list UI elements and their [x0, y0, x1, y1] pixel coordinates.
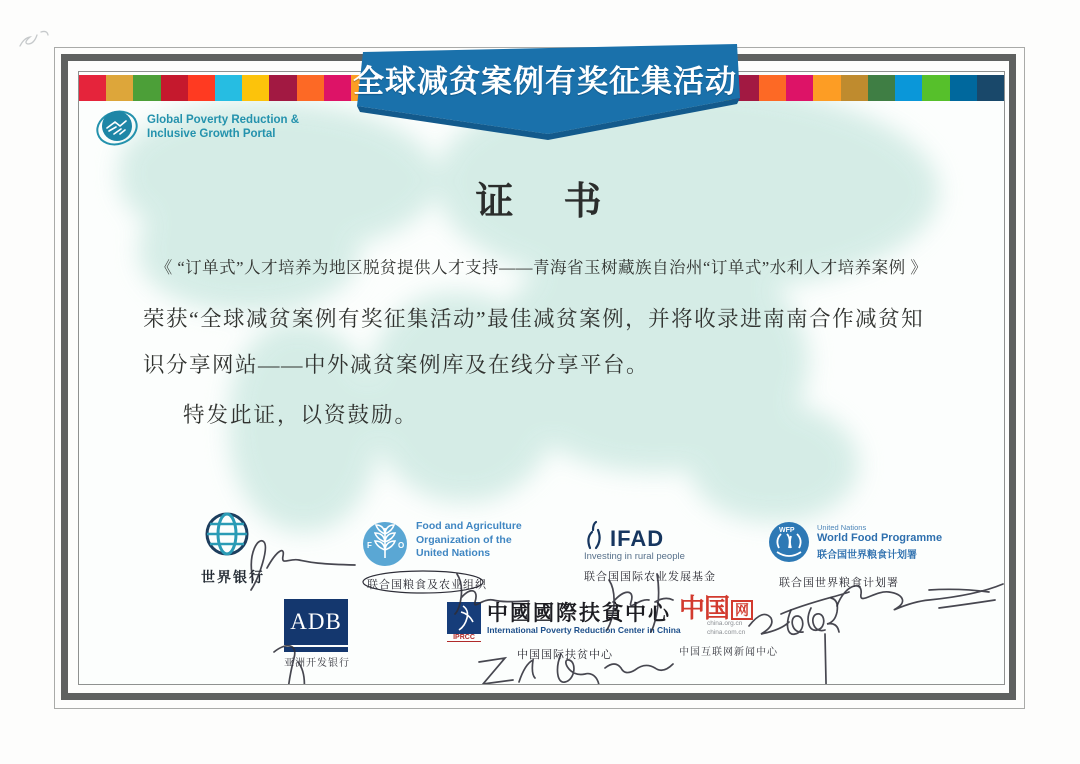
portal-wordmark-line2: Inclusive Growth Portal	[147, 128, 276, 140]
wfp-wordmark	[817, 523, 942, 560]
ifad-stamp-cn: 联合国国际农业发展基金	[584, 571, 716, 583]
ifad-tagline: Investing in rural people	[584, 551, 685, 562]
wfp-abbr: WFP	[779, 527, 795, 534]
fao-en-line1: Food and Agriculture	[416, 520, 522, 532]
certificate-inner-area	[78, 71, 1005, 685]
world-bank-cn-label: 世界银行	[201, 569, 265, 585]
china-net-wang-box: 网	[731, 600, 753, 620]
china-net-signature	[739, 590, 889, 685]
wfp-cn-label: 联合国世界粮食计划署	[817, 549, 917, 561]
fao-wordmark	[416, 520, 522, 561]
fao-stamp-cn: 联合国粮食及农业组织	[367, 579, 487, 591]
wfp-en-line2: World Food Programme	[817, 532, 943, 545]
ifad-glyph-icon	[584, 520, 606, 550]
portal-wordmark-line1: Global Poverty Reduction &	[147, 113, 300, 126]
ifad-wordmark: IFAD	[610, 526, 665, 551]
ifad-signature	[591, 572, 731, 638]
iprcc-signature	[469, 644, 689, 685]
award-line-1: 荣获“全球减贫案例有奖征集活动”最佳减贫案例，并将收录进南南合作减贫知	[143, 307, 925, 331]
case-name-line: 《 “订单式”人才培养为地区脱贫提供人才支持——青海省玉树藏族自治州“订单式”水利人才培养案例 》	[155, 258, 928, 277]
iprcc-cn-calligraphy: 中國國際扶貧中心	[487, 601, 671, 625]
iprcc-stamp-cn: 中国国际扶贫中心	[517, 649, 613, 661]
fao-signature	[361, 568, 551, 628]
closing-line: 特发此证，以资鼓励。	[183, 403, 419, 427]
pencil-mark	[14, 24, 54, 58]
portal-wordmark	[147, 113, 299, 142]
portal-globe-handshake-icon	[95, 106, 139, 148]
banner-title: 全球减贫案例有奖征集活动	[353, 64, 737, 99]
svg-text:O: O	[398, 541, 405, 550]
iprcc-abbr: IPRCC	[447, 634, 481, 642]
china-net-url2: china.com.cn	[707, 628, 746, 636]
gpig-portal-logo	[95, 106, 299, 148]
wfp-stamp-cn: 联合国世界粮食计划署	[779, 577, 899, 589]
china-net-url1: china.org.cn	[707, 620, 743, 628]
fao-abbr: F	[367, 541, 372, 550]
adb-cn-label: 亚洲开发银行	[284, 658, 350, 669]
certificate-title: 证 书	[475, 181, 608, 223]
china-net-cn-mark: 中国	[679, 594, 730, 623]
award-line-2: 识分享网站——中外减贫案例库及在线分享平台。	[143, 353, 650, 377]
wfp-emblem-icon	[767, 520, 811, 564]
adb-wordmark: ADB	[284, 599, 348, 645]
fao-en-line2: Organization of the	[416, 533, 512, 546]
china-net-caption: 中国互联网新闻中心	[679, 646, 778, 658]
fao-en-line3: United Nations	[416, 547, 491, 560]
wfp-en-line1: United Nations	[817, 523, 867, 533]
iprcc-en-label: International Poverty Reduction Center in China	[487, 625, 681, 636]
adb-signature	[264, 632, 334, 685]
